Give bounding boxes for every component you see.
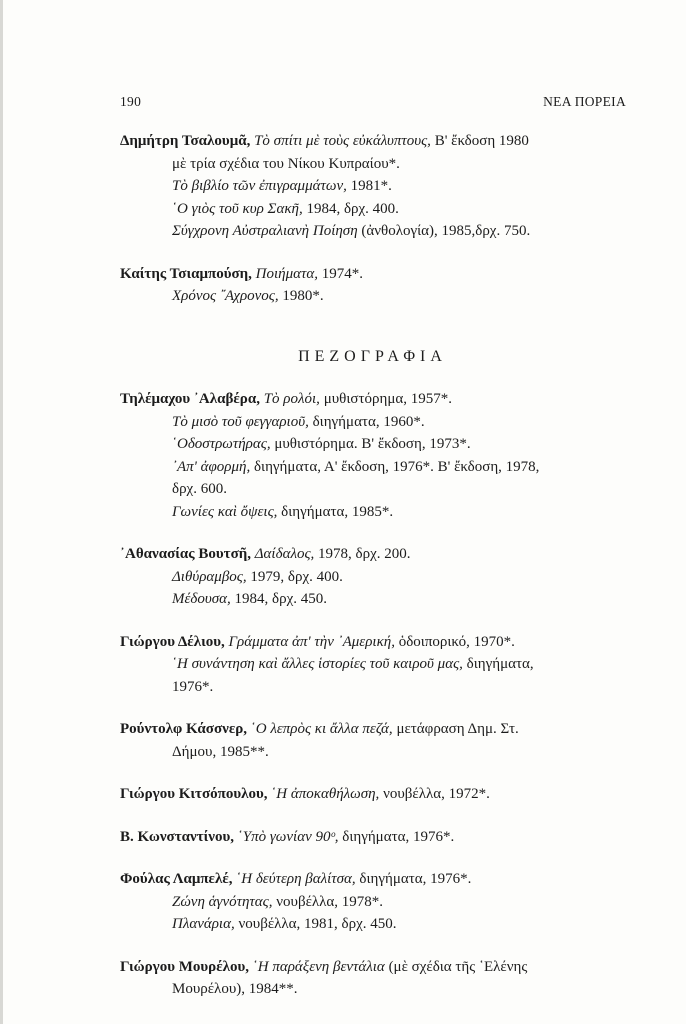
work-title: ῾Υπὸ γωνίαν 90ᵒ, xyxy=(237,828,339,845)
work-title: ῾Η ἀποκαθήλωση, xyxy=(271,786,380,802)
work-details: Β' ἔκδοση 1980 xyxy=(430,133,529,149)
work-details: (ἀνθολογία), 1985,δρχ. 750. xyxy=(357,223,531,239)
entry-line xyxy=(120,501,625,524)
work-details: διηγήματα, 1976*. xyxy=(355,871,472,887)
work-details: μυθιστόρημα. Β' ἔκδοση, 1973*. xyxy=(270,436,471,452)
work-details: 1974*. xyxy=(318,265,363,282)
work-details: μυθιστόρημα, 1957*. xyxy=(319,391,452,407)
work-details: διηγήματα, Α' ἔκδοση, 1976*. Β' ἔκδοση, 1978, xyxy=(250,458,540,475)
work-details: μὲ τρία σχέδια του Νίκου Κυπραίου*. xyxy=(172,155,400,172)
work-title: ῾Η συνάντηση καὶ ἄλλες ἱστορίες τοῦ καιροῦ μας, xyxy=(172,656,463,672)
work-details: ὁδοιπορικό, 1970*. xyxy=(394,633,515,650)
entry-line xyxy=(120,956,625,979)
work-title: Τὸ ρολόι, xyxy=(263,391,320,407)
work-details: (μὲ σχέδια τῆς ῾Ελένης xyxy=(384,958,528,975)
entry-line xyxy=(120,868,625,891)
page-edge xyxy=(0,0,3,1024)
work-title: Γράμματα ἀπ' τὴν ᾿Αμερική, xyxy=(228,633,395,650)
prose-list xyxy=(120,388,625,1001)
entry-line xyxy=(120,263,625,286)
entry-line xyxy=(120,826,625,849)
bibliography-entry xyxy=(120,783,625,806)
bibliography-entry xyxy=(120,130,625,243)
work-details: 1980*. xyxy=(278,288,324,304)
entry-line xyxy=(120,478,625,501)
bibliography-entry xyxy=(120,868,625,936)
work-details: Δήμου, 1985**. xyxy=(172,743,269,760)
work-title: Ζώνη ἁγνότητας, xyxy=(172,893,273,910)
work-details: διηγήματα, 1976*. xyxy=(338,828,455,845)
entry-line xyxy=(120,978,625,1001)
work-details: δρχ. 600. xyxy=(172,481,227,497)
entry-line xyxy=(120,891,625,914)
bibliography-entry xyxy=(120,543,625,611)
work-title: Πλανάρια, xyxy=(172,916,235,932)
bibliography-entry xyxy=(120,718,625,763)
entry-line xyxy=(120,198,625,221)
bibliography-entry xyxy=(120,263,625,308)
entry-line xyxy=(120,175,625,198)
author-name: Β. Κωνσταντίνου, xyxy=(120,828,238,845)
entry-line xyxy=(120,285,625,308)
author-name: Δημήτρη Τσαλουμᾶ, xyxy=(120,133,255,149)
author-name: ᾿Αθανασίας Βουτσῆ, xyxy=(120,546,255,562)
entry-line xyxy=(120,741,625,764)
section-title: ΠΕΖΟΓΡΑΦΙΑ xyxy=(298,347,447,365)
work-title: ῾Οδοστρωτήρας, xyxy=(172,436,271,452)
work-details: νουβέλλα, 1981, δρχ. 450. xyxy=(234,916,397,932)
bibliography-entry xyxy=(120,631,625,699)
work-details: διηγήματα, 1985*. xyxy=(277,503,394,520)
work-title: ᾿Απ' ἀφορμή, xyxy=(172,458,251,475)
work-title: Μέδουσα, xyxy=(172,591,231,607)
entry-line xyxy=(120,130,625,153)
work-details: Μουρέλου), 1984**. xyxy=(172,981,298,997)
work-title: Ποιήματα, xyxy=(255,265,318,282)
entry-line xyxy=(120,153,625,176)
entry-line xyxy=(120,631,625,654)
work-title: Γωνίες καὶ ὄψεις, xyxy=(172,503,278,520)
work-details: διηγήματα, xyxy=(462,656,534,672)
work-details: 1976*. xyxy=(172,678,214,695)
bibliography-entry xyxy=(120,388,625,523)
entry-line xyxy=(120,783,625,806)
page-number: 190 xyxy=(120,94,142,109)
author-name: Ρούντολφ Κάσσνερ, xyxy=(120,721,251,737)
bibliography-content xyxy=(120,130,625,1001)
entry-line xyxy=(120,411,625,434)
work-title: Διθύραμβος, xyxy=(172,568,247,585)
author-name: Φούλας Λαμπελέ, xyxy=(120,871,237,887)
work-details: 1984, δρχ. 400. xyxy=(302,200,399,217)
entry-line xyxy=(120,220,625,243)
entry-line xyxy=(120,543,625,566)
entry-line xyxy=(120,588,625,611)
work-details: μετάφραση Δημ. Στ. xyxy=(392,721,519,737)
author-name: Γιώργου Δέλιου, xyxy=(120,633,229,650)
work-title: Χρόνος ῎Αχρονος, xyxy=(172,288,279,304)
journal-title: ΝΕΑ ΠΟΡΕΙΑ xyxy=(543,94,626,109)
work-details: 1978, δρχ. 200. xyxy=(314,546,411,562)
work-details: διηγήματα, 1960*. xyxy=(308,413,425,430)
work-title: ῾Η δεύτερη βαλίτσα, xyxy=(236,871,356,887)
work-title: ῾Ο γιὸς τοῦ κυρ Σακῆ, xyxy=(172,200,303,217)
work-title: Τὸ σπίτι μὲ τοὺς εὐκάλυπτους, xyxy=(254,133,431,149)
entry-line xyxy=(120,566,625,589)
work-details: 1979, δρχ. 400. xyxy=(246,568,343,585)
bibliography-entry xyxy=(120,826,625,849)
entry-line xyxy=(120,456,625,479)
work-title: Τὸ μισὸ τοῦ φεγγαριοῦ, xyxy=(172,413,309,430)
work-details: νουβέλλα, 1972*. xyxy=(379,786,490,802)
work-title: Σύγχρονη Αὐστραλιανὴ Ποίηση xyxy=(172,223,358,239)
author-name: Τηλέμαχου ᾿Αλαβέρα, xyxy=(120,391,264,407)
entry-line xyxy=(120,718,625,741)
author-name: Γιώργου Μουρέλου, xyxy=(120,958,253,975)
work-details: 1981*. xyxy=(346,178,392,194)
entry-line xyxy=(120,388,625,411)
bibliography-entry xyxy=(120,956,625,1001)
entry-line xyxy=(120,913,625,936)
running-header xyxy=(120,94,626,114)
work-details: 1984, δρχ. 450. xyxy=(230,591,328,607)
work-details: νουβέλλα, 1978*. xyxy=(272,893,384,910)
poetry-list xyxy=(120,130,625,308)
author-name: Γιώργου Κιτσόπουλου, xyxy=(120,786,272,802)
work-title: ῾Ο λεπρὸς κι ἄλλα πεζά, xyxy=(250,721,393,737)
work-title: Δαίδαλος, xyxy=(254,546,315,562)
entry-line xyxy=(120,653,625,676)
author-name: Καίτης Τσιαμπούση, xyxy=(120,265,256,282)
work-title: ῾Η παράξενη βεντάλια xyxy=(252,958,385,975)
entry-line xyxy=(120,433,625,456)
work-title: Τὸ βιβλίο τῶν ἐπιγραμμάτων, xyxy=(172,178,347,194)
entry-line xyxy=(120,676,625,699)
